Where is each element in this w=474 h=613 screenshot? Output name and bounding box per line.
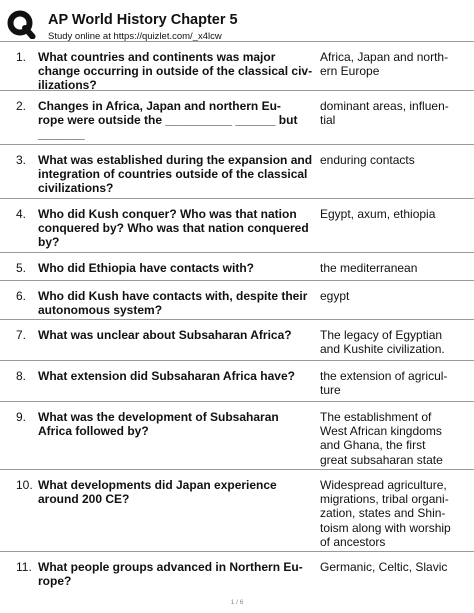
card-answer: the extension of agricul- ture (320, 369, 448, 398)
card-answer: Africa, Japan and north- ern Europe (320, 50, 449, 79)
card-answer: enduring contacts (320, 153, 415, 167)
card-question: What people groups advanced in Northern Eu- rope? (38, 560, 303, 589)
page-number: 1 / 6 (230, 599, 244, 606)
flashcard-row (0, 401, 474, 469)
card-number: 7. (16, 328, 27, 342)
card-number: 1. (16, 50, 27, 64)
card-number: 2. (16, 99, 27, 113)
card-question: What was unclear about Subsaharan Africa? (38, 328, 292, 342)
quizlet-logo-icon (6, 9, 36, 39)
card-question: What developments did Japan experience around 200 CE? (38, 478, 277, 507)
card-number: 3. (16, 153, 27, 167)
card-number: 6. (16, 289, 27, 303)
flashcard-row (0, 198, 474, 252)
flashcard-row (0, 319, 474, 360)
flashcard-row (0, 41, 474, 93)
card-answer: Egypt, axum, ethiopia (320, 207, 436, 221)
card-number: 4. (16, 207, 27, 221)
flashcard-row (0, 90, 474, 144)
flashcard-row (0, 469, 474, 551)
study-link[interactable]: Study online at https://quizlet.com/_x4lcw (48, 31, 222, 42)
card-answer: Germanic, Celtic, Slavic (320, 560, 448, 574)
card-number: 5. (16, 261, 27, 275)
card-answer: egypt (320, 289, 350, 303)
flashcard-row (0, 252, 474, 280)
card-question: What extension did Subsaharan Africa have? (38, 369, 295, 383)
card-question: What was established during the expansion and integration of countries outside of the classical civilizations? (38, 153, 313, 196)
flashcard-row (0, 144, 474, 198)
card-question: Changes in Africa, Japan and northern Eu- rope were outside the __________ ______ but _______ (38, 99, 298, 142)
flashcard-row (0, 280, 474, 319)
card-question: What countries and continents was major change occurring in outside of the classical civ- ilizations? (38, 50, 313, 93)
flashcard-list (0, 41, 474, 590)
card-question: Who did Kush have contacts with, despite their autonomous system? (38, 289, 308, 318)
card-question: Who did Ethiopia have contacts with? (38, 261, 255, 275)
card-number: 9. (16, 410, 27, 424)
card-answer: Widespread agriculture, migrations, tribal organi- zation, states and Shin- toism along with worship of ancestors (320, 478, 451, 549)
flashcard-row (0, 360, 474, 401)
card-number: 8. (16, 369, 27, 383)
card-question: What was the development of Subsaharan Africa followed by? (38, 410, 279, 439)
card-number: 10. (16, 478, 33, 492)
card-answer: The legacy of Egyptian and Kushite civilization. (320, 328, 445, 357)
card-question: Who did Kush conquer? Who was that nation conquered by? Who was that nation conquered by? (38, 207, 309, 250)
card-number: 11. (16, 560, 32, 574)
flashcard-row (0, 551, 474, 590)
card-answer: The establishment of West African kingdoms and Ghana, the first great subsaharan state (320, 410, 443, 467)
page-title: AP World History Chapter 5 (48, 12, 238, 28)
card-answer: dominant areas, influen- tial (320, 99, 449, 128)
card-answer: the mediterranean (320, 261, 418, 275)
